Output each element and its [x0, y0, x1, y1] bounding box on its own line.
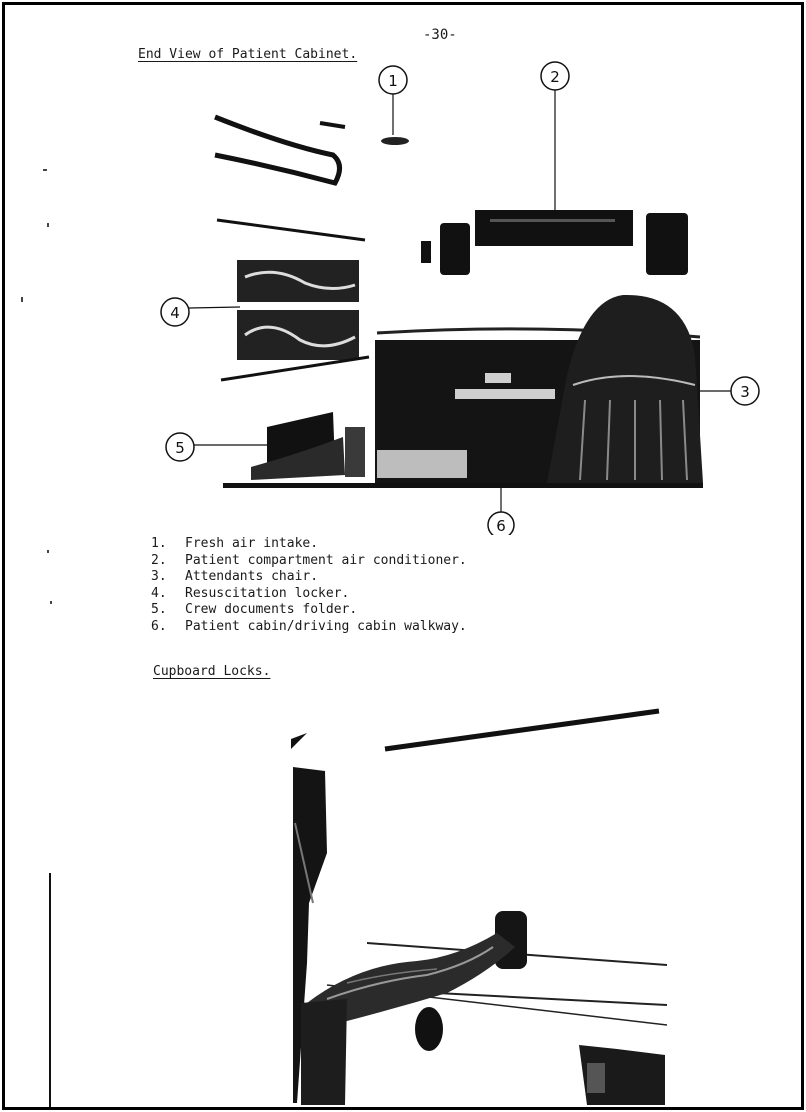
scan-speck — [21, 297, 23, 302]
legend-item: 4. Resuscitation locker. — [151, 585, 350, 601]
scan-speck — [47, 223, 49, 227]
callout-2: 2 — [550, 68, 560, 86]
scan-speck — [43, 169, 47, 171]
cupboard-locks-photo — [287, 703, 667, 1105]
scan-speck — [49, 873, 51, 1108]
callout-5: 5 — [175, 439, 185, 457]
legend-item: 3. Attendants chair. — [151, 569, 319, 584]
page — [2, 2, 804, 1110]
legend-item: 5. Crew documents folder. — [151, 602, 358, 617]
section-heading-end-view: End View of Patient Cabinet. — [138, 47, 358, 62]
legend-item: 6. Patient cabin/driving cabin walkway. — [151, 618, 467, 634]
callout-6: 6 — [496, 517, 506, 535]
section-heading-cupboard-locks: Cupboard Locks. — [153, 664, 271, 679]
scan-speck — [47, 550, 49, 553]
legend-item: 2. Patient compartment air conditioner. — [151, 552, 467, 568]
legend-list — [151, 536, 467, 635]
callout-4: 4 — [170, 304, 180, 322]
page-number: -30- — [423, 27, 457, 43]
legend-item: 1. Fresh air intake. — [151, 536, 319, 551]
patient-cabinet-photo — [155, 55, 775, 535]
callout-3: 3 — [740, 383, 750, 401]
callout-1: 1 — [388, 72, 398, 90]
scan-speck — [50, 601, 52, 604]
